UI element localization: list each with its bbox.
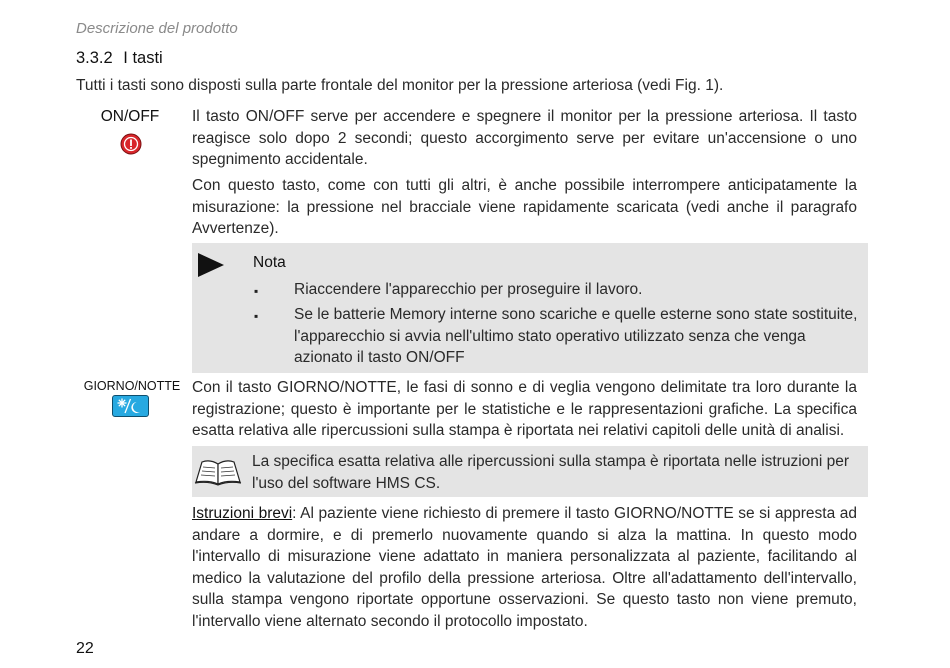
- giorno-notte-paragraph: Con il tasto GIORNO/NOTTE, le fasi di sonno e di veglia vengono delimitate tra loro durante la registrazione; questo è importante per le statistiche e le rappresentazioni grafiche. La specifica esatta relativa alle ripercussioni sulla stampa è riportata nei relativi capitoli delle unità di analisi.: [192, 379, 857, 439]
- brief-instructions-paragraph: [192, 503, 857, 632]
- page-header-title: Descrizione del prodotto: [76, 20, 238, 37]
- brief-instructions-text: : Al paziente viene richiesto di premere il tasto GIORNO/NOTTE se si appresta ad andare a dormire, e di premerlo nuovamente quando si alza la mattina. In questo modo l'intervallo di misurazione viene adattato in maniera personalizzata al paziente, facilitando al medico la valutazione del profilo della pressione arteriosa. Oltre all'adattamento dell'intervallo, sulla stampa vengono riportate opportune osservazioni. Se questo tasto non viene premuto, l'intervallo viene alternato secondo il protocollo impostato.: [192, 505, 857, 630]
- section-number: 3.3.2: [76, 49, 113, 67]
- arrow-right-icon: [197, 252, 225, 278]
- page-number: 22: [76, 640, 94, 657]
- section-heading: [76, 49, 163, 68]
- note-item-1: Riaccendere l'apparecchio per proseguire il lavoro.: [294, 281, 643, 298]
- day-night-icon: [112, 395, 149, 417]
- reference-text: La specifica esatta relativa alle ripercussioni sulla stampa è riportata nelle istruzioni per l'uso del software HMS CS.: [252, 453, 850, 492]
- note-bullet-2: ▪: [254, 309, 259, 323]
- intro-text: Tutti i tasti sono disposti sulla parte frontale del monitor per la pressione arteriosa (vedi Fig. 1).: [76, 77, 724, 94]
- book-icon: [194, 456, 242, 486]
- note-item-2: Se le batterie Memory interne sono scariche e quelle esterne sono state sostituite, l'apparecchio si avvia nell'ultimo stato operativo utilizzato senza che venga azionato il tasto ON/OFF: [294, 306, 858, 366]
- section-title: I tasti: [123, 49, 163, 67]
- onoff-paragraph-2: Con questo tasto, come con tutti gli altri, è anche possibile interrompere anticipatamente la misurazione: la pressione nel bracciale viene rapidamente scaricata (vedi anche il paragrafo Avvertenze).: [192, 177, 857, 237]
- onoff-paragraph-1: Il tasto ON/OFF serve per accendere e spegnere il monitor per la pressione arteriosa. Il tasto reagisce solo dopo 2 secondi; questo accorgimento serve per evitare un'accensione o uno spegnimento accidentale.: [192, 108, 857, 168]
- note-title: Nota: [253, 254, 286, 271]
- brief-instructions-label: Istruzioni brevi: [192, 505, 293, 522]
- power-button-icon: [120, 133, 142, 155]
- giorno-notte-label: GIORNO/NOTTE: [83, 379, 181, 393]
- note-bullet-1: ▪: [254, 284, 259, 298]
- onoff-label: ON/OFF: [100, 108, 160, 125]
